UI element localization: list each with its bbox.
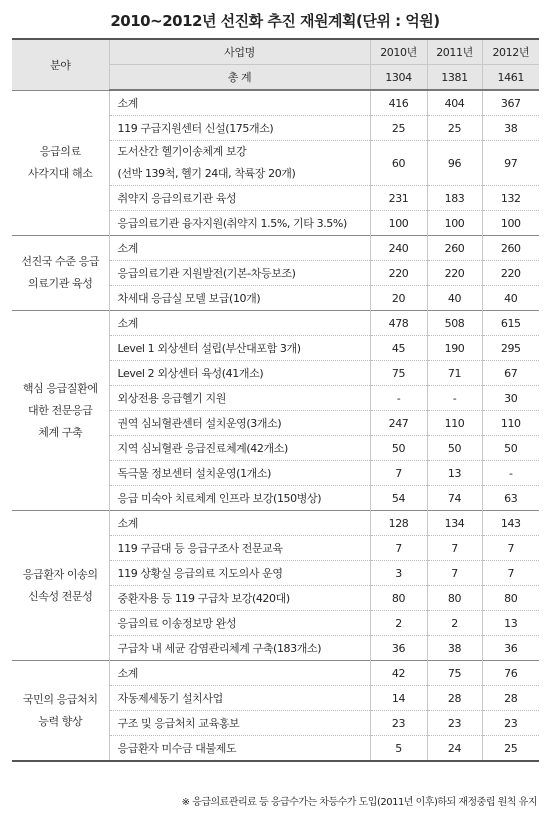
value-2010: 7	[370, 536, 427, 561]
total-label: 총 계	[109, 65, 370, 91]
value-2011: 13	[427, 461, 482, 486]
value-2010: 2	[370, 611, 427, 636]
category-label: 국민의 응급처치 능력 향상	[22, 692, 98, 728]
project-name: 응급의료기관 지원발전(기본-차등보조)	[109, 261, 370, 286]
category-cell	[12, 511, 109, 661]
value-2010: -	[370, 386, 427, 411]
category-cell	[12, 311, 109, 511]
project-name: 차세대 응급실 모델 보급(10개)	[109, 286, 370, 311]
total-2010: 1304	[370, 65, 427, 91]
value-2012: 615	[482, 311, 539, 336]
value-2010: 247	[370, 411, 427, 436]
value-2010: 478	[370, 311, 427, 336]
value-2010: 50	[370, 436, 427, 461]
category-cell	[12, 236, 109, 311]
project-name: 구조 및 응급처치 교육홍보	[109, 711, 370, 736]
value-2011: 260	[427, 236, 482, 261]
value-2011: -	[427, 386, 482, 411]
year-header-2010: 2010년	[370, 39, 427, 65]
value-2010: 14	[370, 686, 427, 711]
value-2010: 416	[370, 90, 427, 116]
total-2011: 1381	[427, 65, 482, 91]
value-2011: 74	[427, 486, 482, 511]
value-2011: 508	[427, 311, 482, 336]
value-2010: 75	[370, 361, 427, 386]
value-2011: 220	[427, 261, 482, 286]
total-2012: 1461	[482, 65, 539, 91]
value-2010: 240	[370, 236, 427, 261]
value-2010: 42	[370, 661, 427, 686]
value-2010: 100	[370, 211, 427, 236]
subtotal-row	[12, 511, 539, 536]
value-2011: 134	[427, 511, 482, 536]
subtotal-row	[12, 661, 539, 686]
subtotal-row	[12, 90, 539, 116]
project-name: 119 구급지원센터 신설(175개소)	[109, 116, 370, 141]
value-2010: 220	[370, 261, 427, 286]
value-2012: 295	[482, 336, 539, 361]
value-2010: 5	[370, 736, 427, 762]
budget-table	[12, 38, 539, 762]
value-2012: 100	[482, 211, 539, 236]
value-2011: 28	[427, 686, 482, 711]
value-2012: 76	[482, 661, 539, 686]
project-name: 권역 심뇌혈관센터 설치운영(3개소)	[109, 411, 370, 436]
value-2012: 7	[482, 536, 539, 561]
value-2010: 80	[370, 586, 427, 611]
value-2010: 25	[370, 116, 427, 141]
project-name: 119 상황실 응급의료 지도의사 운영	[109, 561, 370, 586]
value-2010: 128	[370, 511, 427, 536]
subtotal-row	[12, 236, 539, 261]
project-name: 소계	[109, 661, 370, 686]
table-body	[12, 90, 539, 761]
value-2012: 25	[482, 736, 539, 762]
header-row	[12, 39, 539, 65]
project-name: 소계	[109, 90, 370, 116]
category-label: 응급환자 이송의 신속성 전문성	[22, 567, 98, 603]
value-2010: 36	[370, 636, 427, 661]
project-header: 사업명	[109, 39, 370, 65]
value-2011: 38	[427, 636, 482, 661]
value-2011: 25	[427, 116, 482, 141]
project-name: 자동제세동기 설치사업	[109, 686, 370, 711]
value-2012: 13	[482, 611, 539, 636]
project-name: 도서산간 헬기이송체계 보강 (선박 139척, 헬기 24대, 착륙장 20개)	[109, 141, 370, 186]
subtotal-row	[12, 311, 539, 336]
project-name: 응급의료기관 융자지원(취약지 1.5%, 기타 3.5%)	[109, 211, 370, 236]
project-name: 소계	[109, 311, 370, 336]
value-2012: 132	[482, 186, 539, 211]
value-2012: 23	[482, 711, 539, 736]
category-label: 선진국 수준 응급 의료기관 육성	[21, 255, 100, 290]
category-header: 분야	[12, 39, 109, 90]
value-2011: 100	[427, 211, 482, 236]
value-2012: 260	[482, 236, 539, 261]
year-header-2011: 2011년	[427, 39, 482, 65]
project-name: 중환자용 등 119 구급차 보강(420대)	[109, 586, 370, 611]
project-name: 독극물 정보센터 설치운영(1개소)	[109, 461, 370, 486]
value-2011: 404	[427, 90, 482, 116]
value-2011: 110	[427, 411, 482, 436]
value-2011: 2	[427, 611, 482, 636]
footnote: ※ 응급의료관리료 등 응급수가는 차등수가 도입(2011년 이후)하되 재정중립 원칙 유지	[181, 797, 537, 808]
project-name: 구급차 내 세균 감염관리체계 구축(183개소)	[109, 636, 370, 661]
category-cell	[12, 661, 109, 762]
category-label: 핵심 응급질환에 대한 전문응급 체계 구축	[22, 381, 98, 439]
value-2010: 7	[370, 461, 427, 486]
category-cell	[12, 90, 109, 236]
value-2011: 183	[427, 186, 482, 211]
value-2012: 63	[482, 486, 539, 511]
project-name: 응급 미숙아 치료체계 인프라 보강(150병상)	[109, 486, 370, 511]
value-2012: 36	[482, 636, 539, 661]
value-2012: 80	[482, 586, 539, 611]
value-2010: 20	[370, 286, 427, 311]
value-2010: 60	[370, 141, 427, 186]
value-2010: 231	[370, 186, 427, 211]
project-name: 지역 심뇌혈관 응급진료체계(42개소)	[109, 436, 370, 461]
category-label: 응급의료 사각지대 해소	[28, 144, 93, 180]
value-2012: 97	[482, 141, 539, 186]
value-2010: 54	[370, 486, 427, 511]
value-2011: 50	[427, 436, 482, 461]
value-2011: 40	[427, 286, 482, 311]
value-2012: 110	[482, 411, 539, 436]
value-2011: 80	[427, 586, 482, 611]
value-2012: 220	[482, 261, 539, 286]
value-2010: 3	[370, 561, 427, 586]
value-2011: 96	[427, 141, 482, 186]
year-header-2012: 2012년	[482, 39, 539, 65]
value-2010: 45	[370, 336, 427, 361]
project-name: Level 2 외상센터 육성(41개소)	[109, 361, 370, 386]
project-name: 119 구급대 등 응급구조사 전문교육	[109, 536, 370, 561]
value-2012: 7	[482, 561, 539, 586]
project-name: 응급환자 미수금 대불제도	[109, 736, 370, 762]
project-name: 응급의료 이송정보망 완성	[109, 611, 370, 636]
value-2011: 190	[427, 336, 482, 361]
project-name: 소계	[109, 511, 370, 536]
table-title: 2010~2012년 선진화 추진 재원계획(단위 : 억원)	[110, 12, 440, 30]
value-2012: -	[482, 461, 539, 486]
value-2012: 38	[482, 116, 539, 141]
table-header	[12, 39, 539, 90]
value-2011: 24	[427, 736, 482, 762]
project-name: 외상전용 응급헬기 지원	[109, 386, 370, 411]
value-2011: 7	[427, 561, 482, 586]
value-2011: 75	[427, 661, 482, 686]
value-2011: 71	[427, 361, 482, 386]
value-2012: 67	[482, 361, 539, 386]
value-2012: 143	[482, 511, 539, 536]
value-2010: 23	[370, 711, 427, 736]
value-2011: 7	[427, 536, 482, 561]
project-name: 소계	[109, 236, 370, 261]
project-name: Level 1 외상센터 설립(부산대포함 3개)	[109, 336, 370, 361]
value-2012: 30	[482, 386, 539, 411]
value-2012: 367	[482, 90, 539, 116]
value-2011: 23	[427, 711, 482, 736]
value-2012: 40	[482, 286, 539, 311]
value-2012: 50	[482, 436, 539, 461]
value-2012: 28	[482, 686, 539, 711]
project-name: 취약지 응급의료기관 육성	[109, 186, 370, 211]
